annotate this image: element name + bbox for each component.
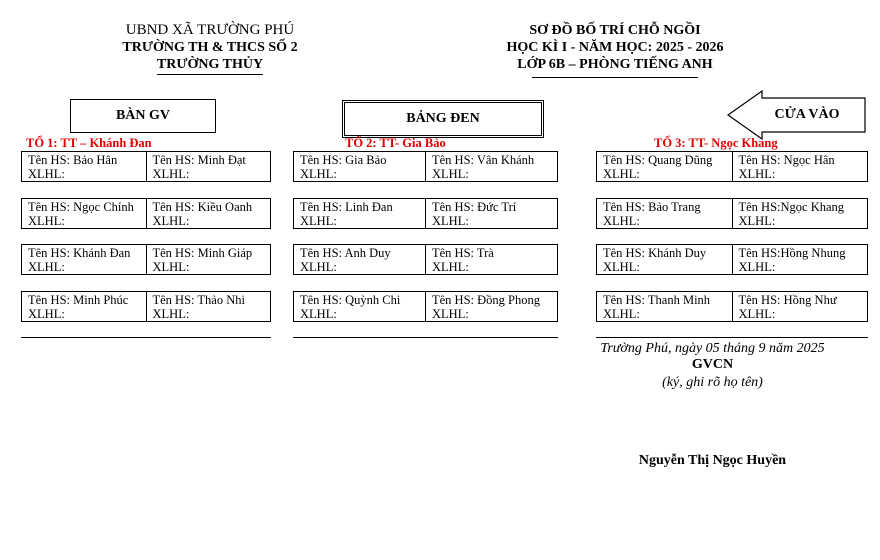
seat — [22, 199, 146, 228]
score-label: XLHL: — [152, 260, 190, 274]
desk — [21, 291, 271, 322]
score-label: XLHL: — [738, 214, 776, 228]
score-label: XLHL: — [152, 307, 190, 321]
seat — [597, 292, 732, 321]
seat — [146, 245, 271, 274]
seat — [732, 199, 868, 228]
score-label: XLHL: — [432, 307, 469, 321]
signature-name: Nguyễn Thị Ngọc Huyền — [638, 453, 787, 468]
student-name: Tên HS: Thảo Nhi — [152, 293, 245, 307]
desk — [293, 244, 558, 275]
divider — [596, 337, 868, 338]
seat — [425, 292, 557, 321]
desk — [293, 198, 558, 229]
score-label: XLHL: — [28, 307, 65, 321]
teacher-desk: BÀN GV — [70, 99, 216, 133]
seat — [146, 152, 271, 181]
student-name: Tên HS: Minh Đạt — [152, 153, 246, 167]
seat — [425, 245, 557, 274]
student-name: Tên HS: Minh Giáp — [152, 246, 253, 260]
student-name: Tên HS: Ngọc Hân — [738, 153, 835, 167]
divider — [293, 337, 558, 338]
score-label: XLHL: — [28, 260, 65, 274]
student-name: Tên HS: Kiều Oanh — [152, 200, 253, 214]
student-name: Tên HS: Thanh Minh — [603, 293, 711, 307]
seat — [732, 152, 868, 181]
document-title: SƠ ĐỒ BỐ TRÍ CHỖ NGỒI — [529, 23, 701, 38]
score-label: XLHL: — [603, 167, 640, 181]
student-name: Tên HS: Bảo Trang — [603, 200, 701, 214]
student-name: Tên HS: Anh Duy — [300, 246, 391, 260]
student-name: Tên HS: Hồng Như — [738, 293, 837, 307]
student-name: Tên HS: Khánh Duy — [603, 246, 707, 260]
desk — [596, 151, 868, 182]
semester-year: HỌC KÌ I - NĂM HỌC: 2025 - 2026 — [506, 40, 724, 55]
score-label: XLHL: — [152, 167, 190, 181]
desk — [21, 198, 271, 229]
student-name: Tên HS: Ngọc Chính — [28, 200, 134, 214]
score-label: XLHL: — [603, 214, 640, 228]
student-name: Tên HS: Minh Phúc — [28, 293, 129, 307]
seat — [22, 245, 146, 274]
student-name: Tên HS: Quang Dũng — [603, 153, 713, 167]
student-name: Tên HS: Quỳnh Chi — [300, 293, 401, 307]
student-name: Tên HS: Vân Khánh — [432, 153, 535, 167]
seat — [294, 152, 425, 181]
signature-date: Trường Phú, ngày 05 tháng 9 năm 2025 — [600, 341, 825, 356]
seat — [732, 245, 868, 274]
desk — [596, 291, 868, 322]
seat — [294, 199, 425, 228]
student-name: Tên HS: Linh Đan — [300, 200, 393, 214]
desk — [596, 198, 868, 229]
title-underline — [532, 77, 698, 78]
student-name: Tên HS: Trà — [432, 246, 494, 260]
blackboard: BẢNG ĐEN — [342, 100, 544, 138]
seat — [732, 292, 868, 321]
score-label: XLHL: — [603, 260, 640, 274]
signature-role: GVCN — [691, 357, 734, 372]
seat — [597, 199, 732, 228]
score-label: XLHL: — [152, 214, 190, 228]
seat — [146, 199, 271, 228]
group-2-title: TỔ 2: TT- Gia Bảo — [345, 136, 446, 150]
desk — [21, 244, 271, 275]
seat — [22, 292, 146, 321]
student-name: Tên HS:Hồng Nhung — [738, 246, 846, 260]
student-name: Tên HS:Ngọc Khang — [738, 200, 845, 214]
desk — [21, 151, 271, 182]
score-label: XLHL: — [432, 167, 469, 181]
student-name: Tên HS: Đồng Phong — [432, 293, 540, 307]
score-label: XLHL: — [738, 260, 776, 274]
student-name: Tên HS: Bảo Hân — [28, 153, 118, 167]
seat — [22, 152, 146, 181]
seat — [294, 292, 425, 321]
document-title-block — [470, 22, 760, 73]
school-name: TRƯỜNG TH & THCS SỐ 2 — [122, 40, 298, 55]
score-label: XLHL: — [738, 167, 776, 181]
group-1-title: TỔ 1: TT – Khánh Đan — [26, 136, 152, 150]
score-label: XLHL: — [28, 167, 65, 181]
student-name: Tên HS: Khánh Đan — [28, 246, 131, 260]
seat — [597, 245, 732, 274]
class-room: LỚP 6B – PHÒNG TIẾNG ANH — [517, 57, 713, 72]
divider — [21, 337, 271, 338]
seat — [425, 199, 557, 228]
seat — [425, 152, 557, 181]
school-header — [60, 22, 360, 75]
desk — [293, 291, 558, 322]
score-label: XLHL: — [300, 167, 337, 181]
group-3-title: TỔ 3: TT- Ngọc Khang — [654, 136, 778, 150]
seat — [597, 152, 732, 181]
score-label: XLHL: — [300, 307, 337, 321]
group-1 — [21, 151, 271, 338]
desk — [293, 151, 558, 182]
group-3 — [596, 151, 868, 338]
score-label: XLHL: — [432, 214, 469, 228]
signature-note: (ký, ghi rõ họ tên) — [662, 375, 763, 390]
score-label: XLHL: — [300, 214, 337, 228]
score-label: XLHL: — [28, 214, 65, 228]
score-label: XLHL: — [603, 307, 640, 321]
commune-name: UBND XÃ TRƯỜNG PHÚ — [125, 22, 295, 38]
door-label: CỬA VÀO — [774, 107, 840, 122]
student-name: Tên HS: Gia Bảo — [300, 153, 387, 167]
desk — [596, 244, 868, 275]
seat — [294, 245, 425, 274]
school-branch: TRƯỜNG THỦY — [157, 56, 263, 75]
score-label: XLHL: — [432, 260, 469, 274]
score-label: XLHL: — [738, 307, 776, 321]
score-label: XLHL: — [300, 260, 337, 274]
student-name: Tên HS: Đức Trí — [432, 200, 517, 214]
group-2 — [293, 151, 558, 338]
seat — [146, 292, 271, 321]
